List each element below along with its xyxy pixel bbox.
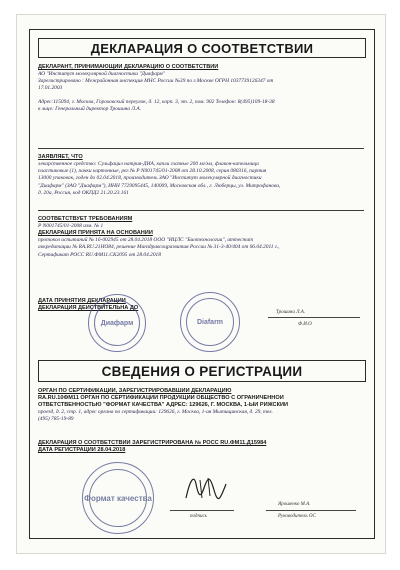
validity-label: ДЕКЛАРАЦИЯ ДЕЙСТВИТЕЛЬНА ДО: [38, 305, 139, 311]
declaration-title: ДЕКЛАРАЦИЯ О СООТВЕТСТВИИ: [38, 38, 366, 58]
signature-scribble: [180, 470, 230, 504]
head-title: Руководитель ОС: [278, 514, 316, 519]
declares-heading: ЗАЯВЛЯЕТ, ЧТО: [38, 154, 83, 160]
registration-number: ДЕКЛАРАЦИЯ О СООТВЕТСТВИИ ЗАРЕГИСТРИРОВАНА № РОСС RU.ФМ11.Д15984: [38, 440, 267, 446]
company-seal-2: Diafarm: [180, 292, 240, 352]
head-name: Ярошенко М.А.: [278, 502, 311, 507]
signature-caption: подпись: [190, 514, 207, 519]
cert-body-seal: Формат качества: [82, 462, 154, 534]
applicant-heading: ДЕКЛАРАНТ, ПРИНИМАЮЩИЙ ДЕКЛАРАЦИЮ О СООТВЕТСТВИИ: [38, 64, 219, 70]
applicant-line: АО "Институт молекулярной диагностики "Диафарм": [38, 71, 166, 77]
fio-caption: Ф.И.О: [298, 322, 312, 327]
declares-section: [38, 154, 366, 197]
basis-line: Сертификат РОСС RU.ФМ11.СК2095 от 28.04.2018: [38, 251, 161, 258]
declares-line: д. 20а, Россия, код ОКПД2 21.20.23.161: [38, 189, 129, 196]
cert-body-line: (495) 785-19-89: [38, 416, 74, 423]
signer-name: Трошина Л.А.: [276, 310, 306, 315]
company-seal-1: Диафарм: [88, 294, 146, 352]
basis-line: протокол испытаний № 16-002945 от 28.04.2018 ООО "ИЦЛС "Биотехнологии", аттестат: [38, 237, 254, 244]
signature-line: [170, 510, 234, 511]
acceptance-date-label: ДАТА ПРИНЯТИЯ ДЕКЛАРАЦИИ: [38, 298, 126, 304]
divider: [38, 210, 364, 211]
requirements-heading: СООТВЕТСТВУЕТ ТРЕБОВАНИЯМ: [38, 216, 133, 222]
requirements-line: Р N001745/01-2008 изм. № 1: [38, 223, 104, 229]
basis-heading: ДЕКЛАРАЦИЯ ПРИНЯТА НА ОСНОВАНИИ: [38, 230, 153, 237]
document-page: [16, 14, 386, 554]
applicant-section: [38, 64, 366, 113]
applicant-line: Адрес:115094, г. Москва, Гороховский переулок, д. 12, корп. 3, эт. 2, пом. 902 Телефон: 8(495)109-18-38: [38, 98, 275, 105]
applicant-line: Зарегистрировано : Межрайонная инспекция МНС России №39 по г.Москве ОГРН 1037739126347 от: [38, 78, 274, 85]
declares-line: пластиковые (1), пачки картонные, рег.№ Р N001745/01-2008 от 28.10.2008, серия 080316, партия: [38, 168, 267, 175]
registration-date: ДАТА РЕГИСТРАЦИИ 28.04.2018: [38, 447, 126, 453]
document-frame: [29, 29, 375, 539]
cert-body-line: RA.RU.10ФМ11 ОРГАН ПО СЕРТИФИКАЦИИ ПРОДУКЦИИ ОБЩЕСТВО С ОГРАНИЧЕННОЙ: [38, 395, 284, 401]
signer-line: [268, 317, 360, 318]
declares-line: "Диафарм" (ЗАО "Диафарм"), ИНН 7729095445, 140009, Московская обл., г. Люберцы, ул. Митрофанова,: [38, 182, 281, 189]
cert-body-line: ОТВЕТСТВЕННОСТЬЮ "ФОРМАТ КАЧЕСТВА" АДРЕС: 129626, Г. МОСКВА, 1-ЫЙ РИЖСКИЙ: [38, 402, 289, 408]
head-line: [266, 510, 356, 511]
registration-title: СВЕДЕНИЯ О РЕГИСТРАЦИИ: [38, 360, 366, 382]
declares-line: 13000 упаковок, годен до 02.04.2018, производитель ЗАО "Институт молекулярной диагностики: [38, 175, 262, 182]
cert-body-heading: ОРГАН ПО СЕРТИФИКАЦИИ, ЗАРЕГИСТРИРОВАВШИЙ ДЕКЛАРАЦИЮ: [38, 388, 232, 394]
basis-line: аккредитации № RA.RU.21HO84, решение Минздравсоцразвития России № 31-3-40/404 от 06.04.2011 г.,: [38, 244, 280, 251]
cert-body-line: проезд, д. 2, стр. 1, адрес органа по сертификации: 129626, г. Москва, 1-ая Мытищинская, д. 29, тел.: [38, 409, 273, 415]
applicant-line: 17.01.2003: [38, 85, 63, 92]
declares-line: лекарственное средство: Сульфацил натрия-ДИА, капли глазные 200 мг/мл, флакон-капельница: [38, 161, 259, 167]
registration-org-section: [38, 388, 366, 423]
requirements-section: [38, 216, 366, 259]
divider: [38, 148, 364, 149]
applicant-line: в лице: Генеральный директор Трошина Л.А.: [38, 105, 141, 112]
registration-number-section: [38, 440, 366, 454]
